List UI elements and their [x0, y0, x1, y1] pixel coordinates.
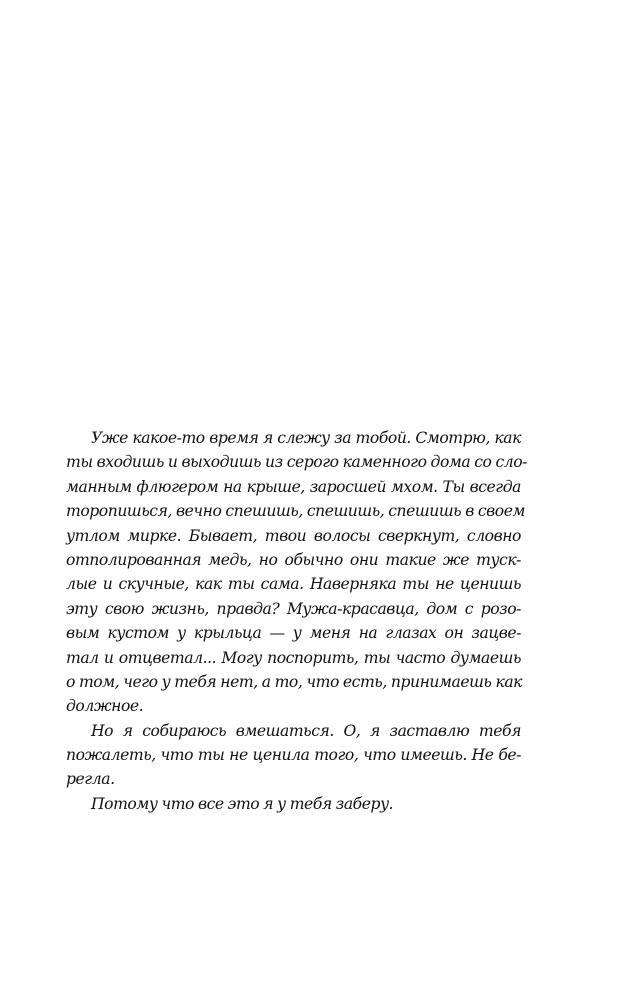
- text-line: эту свою жизнь, правда? Мужа-красавца, дом с розо-: [66, 599, 521, 618]
- text-line: вым кустом у крыльца — у меня на глазах он зацве-: [66, 624, 521, 643]
- text-line: Уже какое-то время я слежу за тобой. Смотрю, как: [91, 429, 521, 447]
- text-line: ты входишь и выходишь из серого каменного дома со сло-: [66, 453, 527, 472]
- text-line: пожалеть, что ты не ценила того, что имеешь. Не бе-: [66, 746, 521, 765]
- body-text: [66, 426, 527, 816]
- text-line: регла.: [66, 770, 115, 789]
- text-line: утлом мирке. Бывает, твои волосы сверкнут, словно: [66, 526, 521, 545]
- text-line: Но я собираюсь вмешаться. О, я заставлю тебя: [91, 721, 521, 740]
- text-line: отполированная медь, но обычно они такие же туск-: [66, 550, 521, 569]
- text-line: манным флюгером на крыше, заросшей мхом. Ты всегда: [66, 477, 521, 496]
- text-line: о том, чего у тебя нет, а то, что есть, принимаешь как: [66, 672, 523, 691]
- text-line: Потому что все это я у тебя заберу.: [91, 794, 394, 813]
- text-line: торопишься, вечно спешишь, спешишь, спешишь в своем: [66, 502, 525, 521]
- text-line: лые и скучные, как ты сама. Наверняка ты не ценишь: [66, 575, 521, 594]
- text-line: должное.: [66, 697, 144, 716]
- text-line: тал и отцветал... Могу поспорить, ты часто думаешь: [66, 648, 521, 667]
